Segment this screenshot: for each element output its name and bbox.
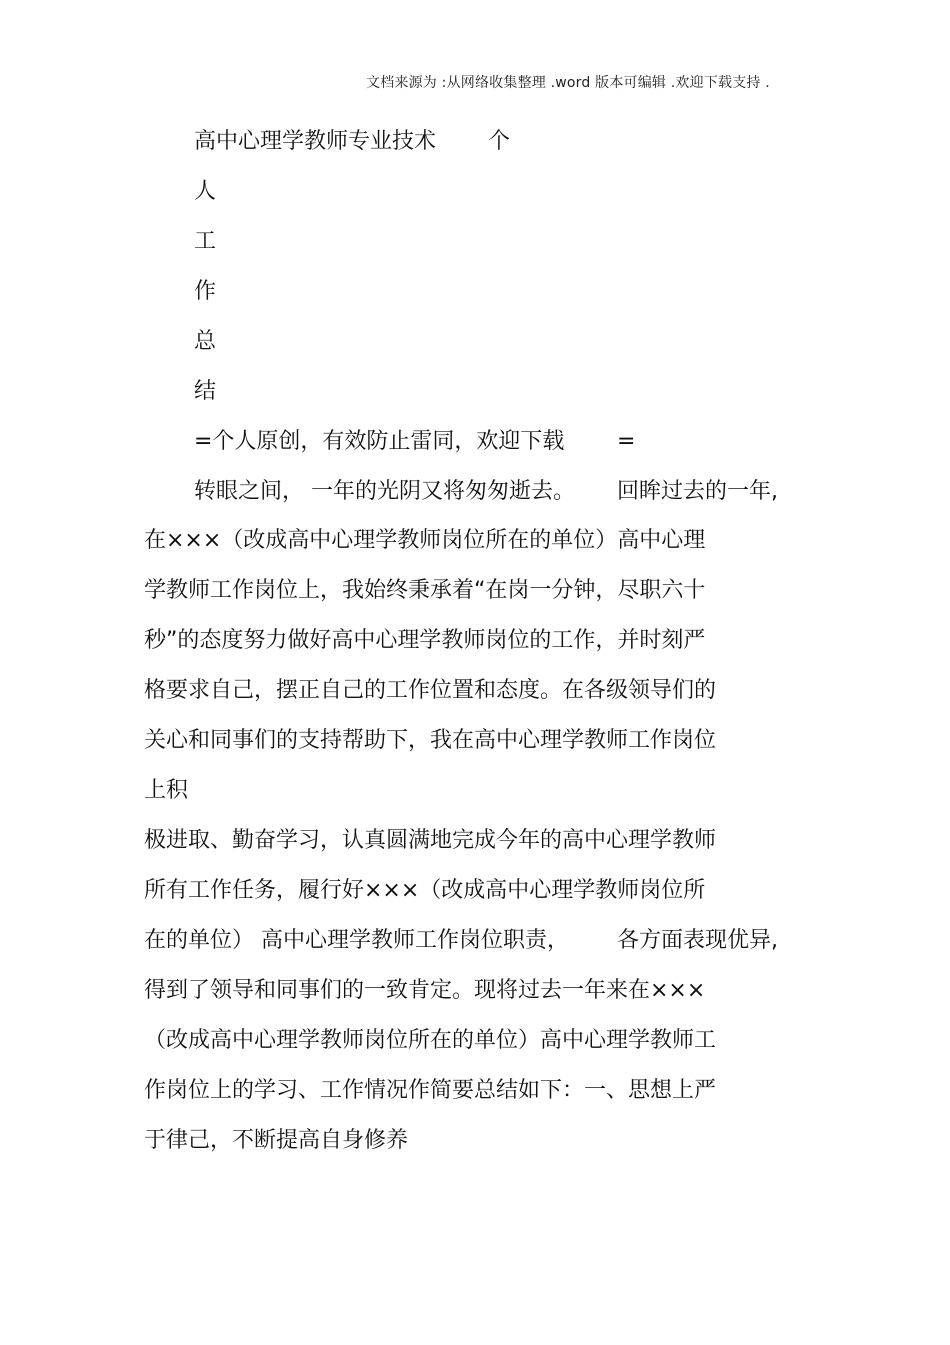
document-title: 高中心理学教师专业技术 xyxy=(194,129,437,154)
paragraph-line: 关心和同事们的支持帮助下，我在高中心理学教师工作岗位 xyxy=(144,728,717,753)
title-vertical-char: 总 xyxy=(194,329,217,354)
paragraph-line: 于律己，不断提高自身修养 xyxy=(144,1128,409,1153)
paragraph-line: 格要求自己，摆正自己的工作位置和态度。在各级领导们的 xyxy=(144,678,717,703)
opening-sentence-end: 回眸过去的一年, xyxy=(617,479,778,504)
paragraph-line: 作岗位上的学习、工作情况作简要总结如下：一、思想上严 xyxy=(144,1078,717,1103)
originality-notice: =个人原创，有效防止雷同，欢迎下载 xyxy=(194,429,565,454)
paragraph-line: （改成高中心理学教师岗位所在的单位）高中心理学教师工 xyxy=(144,1028,717,1053)
paragraph-line: 秒”的态度努力做好高中心理学教师岗位的工作，并时刻严 xyxy=(144,628,706,653)
title-vertical-char: 工 xyxy=(194,229,217,254)
title-vertical-char: 人 xyxy=(194,179,217,204)
paragraph-line: 在×××（改成高中心理学教师岗位所在的单位）高中心理 xyxy=(144,528,706,553)
paragraph-line: 上积 xyxy=(144,778,189,803)
paragraph-line: 学教师工作岗位上，我始终秉承着“在岗一分钟，尽职六十 xyxy=(144,578,706,603)
title-vertical-char: 结 xyxy=(194,379,217,404)
title-vertical-char: 作 xyxy=(194,279,217,304)
paragraph-line-end: 各方面表现优异, xyxy=(617,928,778,953)
paragraph-line: 极进取、勤奋学习，认真圆满地完成今年的高中心理学教师 xyxy=(144,828,717,853)
document-title-tail: 个 xyxy=(488,129,511,154)
originality-notice-end: = xyxy=(617,429,636,454)
opening-sentence: 转眼之间， 一年的光阴又将匆匆逝去。 xyxy=(194,479,575,504)
paragraph-line: 在的单位） 高中心理学教师工作岗位职责， xyxy=(144,928,569,953)
source-header-note: 文档来源为 :从网络收集整理 .word 版本可编辑 .欢迎下载支持 . xyxy=(366,75,770,91)
paragraph-line: 所有工作任务，履行好×××（改成高中心理学教师岗位所 xyxy=(144,878,706,903)
paragraph-line: 得到了领导和同事们的一致肯定。现将过去一年来在××× xyxy=(144,978,706,1003)
